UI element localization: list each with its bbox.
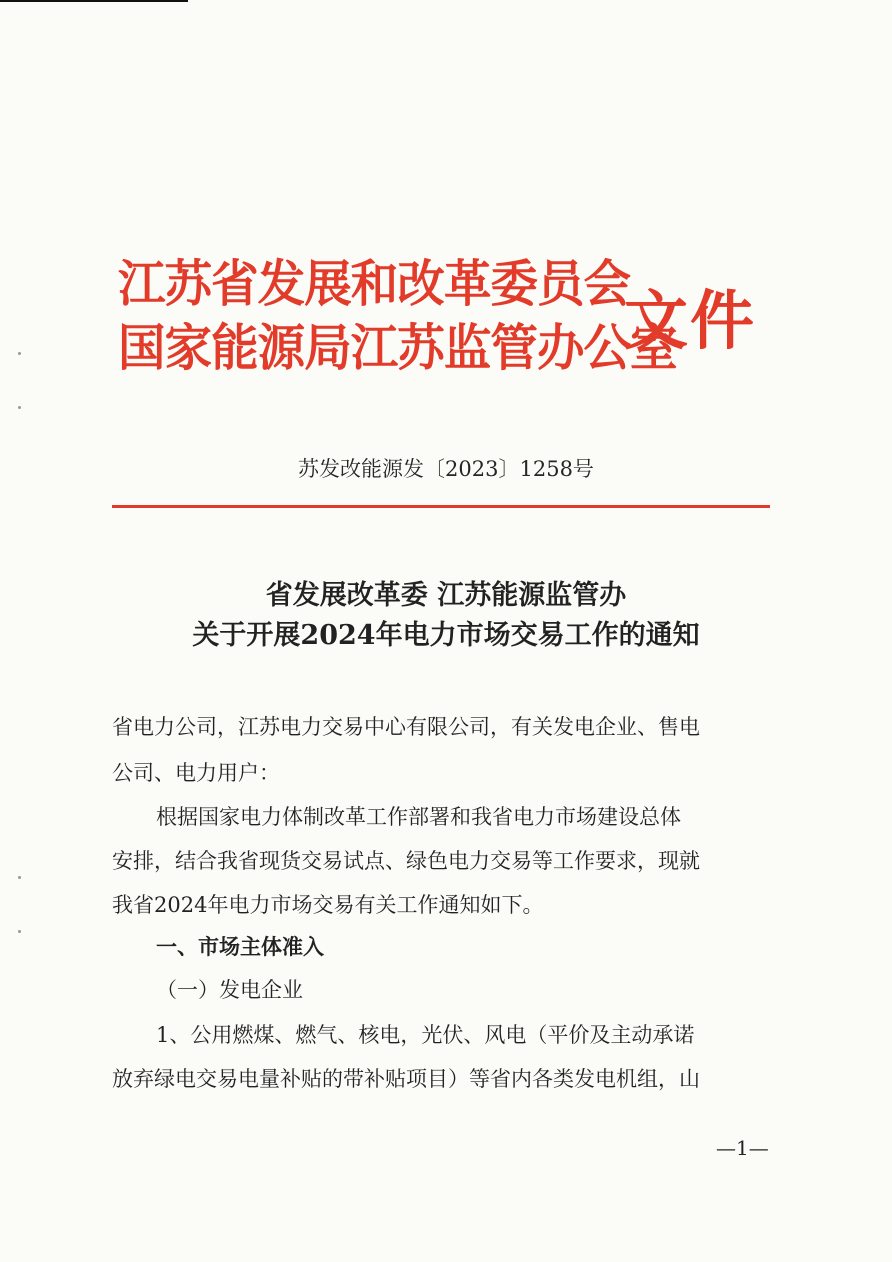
scan-corner-mark — [0, 0, 188, 2]
item-1-line-2: 放弃绿电交易电量补贴的带补贴项目）等省内各类发电机组，山 — [112, 1067, 700, 1091]
issuer-block — [118, 248, 758, 390]
document-title-line-2: 关于开展2024年电力市场交易工作的通知 — [192, 620, 700, 651]
subsection-heading-1: （一）发电企业 — [156, 978, 303, 1002]
red-separator-line — [112, 505, 770, 508]
section-heading-1: 一、市场主体准入 — [156, 935, 324, 959]
document-number: 苏发改能源发〔2023〕1258号 — [298, 457, 594, 481]
page-number: —1— — [716, 1136, 769, 1160]
scan-dot — [18, 352, 21, 355]
intro-paragraph-line-1: 根据国家电力体制改革工作部署和我省电力市场建设总体 — [156, 805, 681, 829]
scan-dot — [18, 876, 21, 879]
addressee-line-2: 公司、电力用户： — [112, 761, 280, 785]
issuer-suffix: 文件 — [624, 285, 756, 359]
issuer-line-2: 国家能源局江苏监管办公室 — [118, 319, 677, 377]
item-1-line-1: 1、公用燃煤、燃气、核电，光伏、风电（平价及主动承诺 — [156, 1023, 695, 1047]
addressee-line-1: 省电力公司，江苏电力交易中心有限公司，有关发电企业、售电 — [112, 715, 700, 739]
document-title-line-1: 省发展改革委 江苏能源监管办 — [265, 580, 627, 611]
intro-paragraph-line-3: 我省2024年电力市场交易有关工作通知如下。 — [112, 893, 544, 917]
scan-dot — [18, 930, 21, 933]
issuer-line-1: 江苏省发展和改革委员会 — [118, 255, 631, 313]
scan-dot — [18, 406, 21, 409]
intro-paragraph-line-2: 安排，结合我省现货交易试点、绿色电力交易等工作要求，现就 — [112, 849, 700, 873]
